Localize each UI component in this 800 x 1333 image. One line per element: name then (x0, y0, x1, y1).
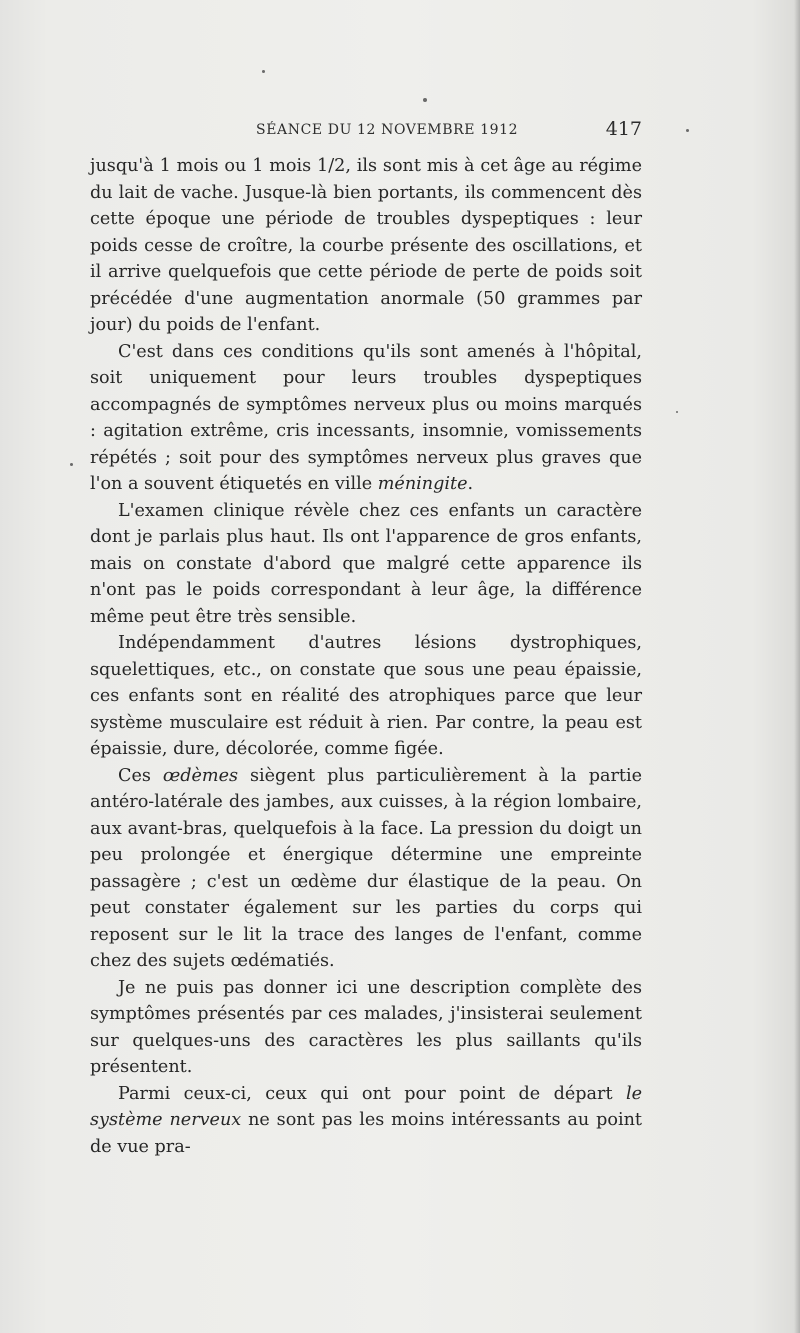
italic-term: le système nerveux (90, 1083, 642, 1130)
paragraph-6 (90, 975, 642, 1081)
scan-speck (423, 98, 427, 102)
paragraph-text: C'est dans ces conditions qu'ils sont amenés à l'hôpital, soit uniquement pour leurs troubles dyspeptiques accompagnés de symptômes nerveux plus ou moins marqués : agitation extrême, cris incessants, insomnie, vomissements répétés ; soit pour des symptômes nerveux plus graves que l'on a souvent étiquetés en ville (90, 341, 642, 494)
paragraph-text: siègent plus particulièrement à la partie antéro-latérale des jambes, aux cuisses, à la région lombaire, aux avant-bras, quelquefois à la face. La pression du doigt un peu prolongée et énergique détermine une empreinte passagère ; c'est un œdème dur élastique de la peau. On peut constater également sur les parties du corps qui reposent sur le lit la trace des langes de l'enfant, comme chez des sujets œdématiés. (90, 765, 642, 971)
page-edge-shadow (794, 0, 800, 1333)
page-header (90, 118, 642, 148)
scan-speck (676, 411, 678, 413)
paragraph-text: L'examen clinique révèle chez ces enfants un caractère dont je parlais plus haut. Ils ont l'apparence de gros enfants, mais on constate d'abord que malgré cette apparence ils n'ont pas le poids correspondant à leur âge, la différence même peut être très sensible. (90, 500, 642, 627)
body-text (90, 153, 642, 1160)
paragraph-2 (90, 339, 642, 498)
paragraph-1 (90, 153, 642, 339)
paragraph-7 (90, 1081, 642, 1161)
scan-speck (262, 70, 265, 73)
scan-speck (686, 129, 689, 132)
paragraph-text: Je ne puis pas donner ici une description complète des symptômes présentés par ces malades, j'insisterai seulement sur quelques-uns des caractères les plus saillants qu'ils présentent. (90, 977, 642, 1077)
page-number: 417 (605, 118, 642, 140)
italic-term: œdèmes (162, 765, 239, 786)
running-title: SÉANCE DU 12 NOVEMBRE 1912 (256, 122, 519, 138)
paragraph-text: ne sont pas les moins intéressants au point de vue pra- (90, 1110, 642, 1157)
paragraph-5 (90, 763, 642, 975)
paragraph-3 (90, 498, 642, 631)
paragraph-text: Parmi ceux-ci, ceux qui ont pour point de départ (118, 1083, 626, 1104)
italic-term: méningite (377, 474, 468, 494)
paragraph-text: . (467, 474, 474, 494)
scan-speck (70, 463, 73, 466)
paragraph-4 (90, 630, 642, 763)
paragraph-text: Ces (118, 765, 163, 786)
paragraph-text: jusqu'à 1 mois ou 1 mois 1/2, ils sont mis à cet âge au régime du lait de vache. Jusque-là bien portants, ils commencent dès cette époque une période de troubles dyspeptiques : leur poids cesse de croître, la courbe présente des oscillations, et il arrive quelquefois que cette période de perte de poids soit précédée d'une augmentation anormale (50 grammes par jour) du poids de l'enfant. (90, 156, 642, 335)
paragraph-text: Indépendamment d'autres lésions dystrophiques, squelettiques, etc., on constate que sous une peau épaissie, ces enfants sont en réalité des atrophiques parce que leur système musculaire est réduit à rien. Par contre, la peau est épaissie, dure, décolorée, comme figée. (90, 633, 642, 759)
